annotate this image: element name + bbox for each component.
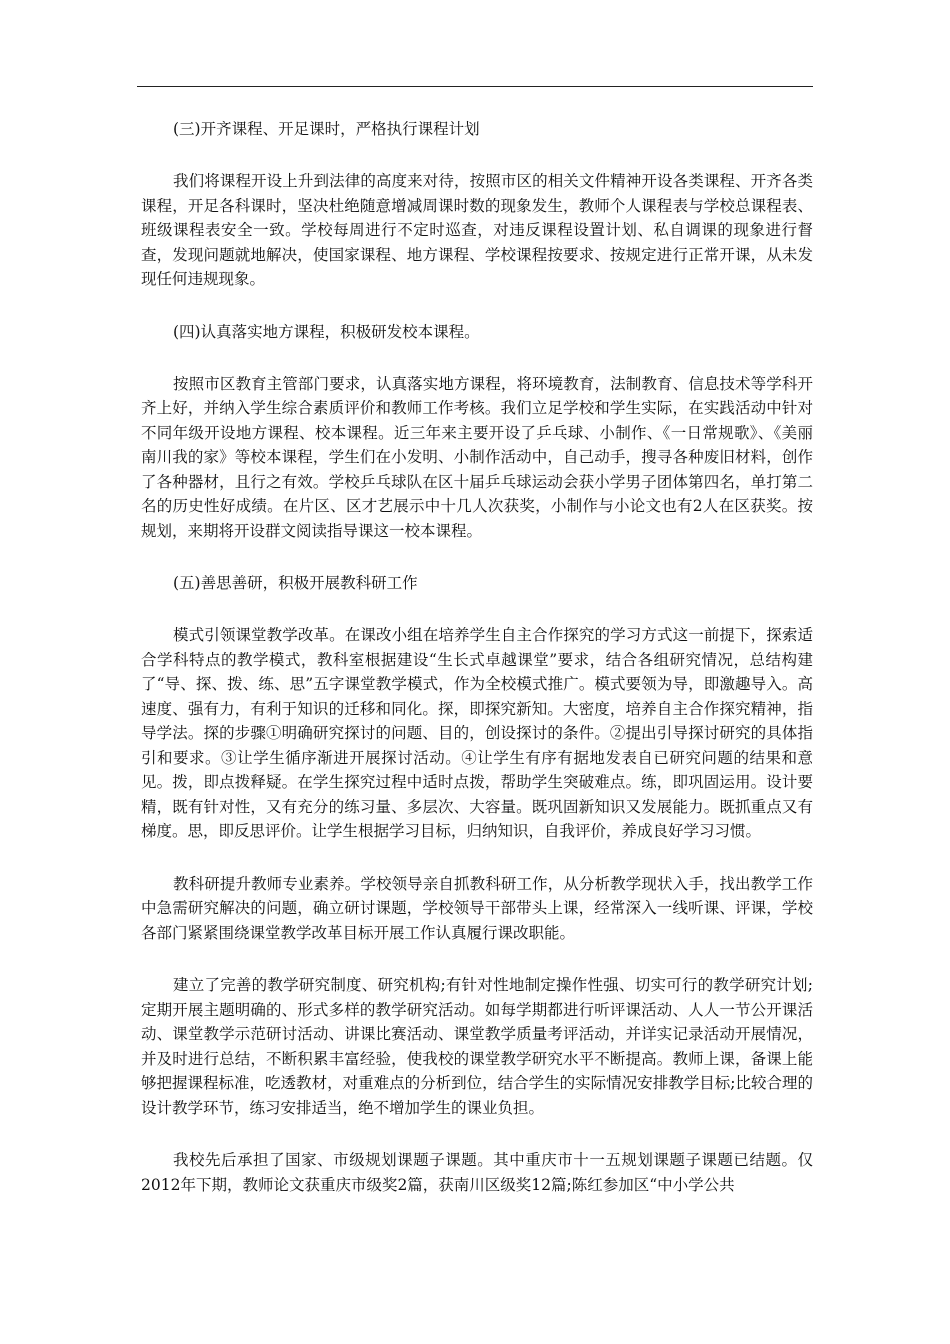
header-rule xyxy=(137,86,813,87)
section-heading: (五)善思善研，积极开展教科研工作 xyxy=(173,574,418,592)
paragraph: 建立了完善的教学研究制度、研究机构;有针对性地制定操作性强、切实可行的教学研究计划;定期开展主题明确的、形式多样的教学研究活动。如每学期都进行听评课活动、人人一节公开课活动、课堂教学示范研讨活动、讲课比赛活动、课堂教学质量考评活动，并详实记录活动开展情况，并及时进行总结，不断积累丰富经验，使我校的课堂教学研究水平不断提高。教师上课，备课上能够把握课程标准，吃透教材，对重难点的分析到位，结合学生的实际情况安排教学目标;比较合理的设计教学环节，练习安排适当，绝不增加学生的课业负担。 xyxy=(141,976,813,1117)
paragraph: 按照市区教育主管部门要求，认真落实地方课程，将环境教育，法制教育、信息技术等学科开齐上好，并纳入学生综合素质评价和教师工作考核。我们立足学校和学生实际，在实践活动中针对不同年级开设地方课程、校本课程。近三年来主要开设了乒乓球、小制作、《一日常规歌》、《美丽南川我的家》等校本课程，学生们在小发明、小制作活动中，自己动手，搜寻各种废旧材料，创作了各种器材，且行之有效。学校乒乓球队在区十届乒乓球运动会获小学男子团体第四名，单打第二名的历史性好成绩。在片区、区才艺展示中十几人次获奖，小制作与小论文也有2人在区获奖。按规划，来期将开设群文阅读指导课这一校本课程。 xyxy=(141,374,813,540)
section-heading: (三)开齐课程、开足课时，严格执行课程计划 xyxy=(173,120,480,138)
paragraph: 我校先后承担了国家、市级规划课题子课题。其中重庆市十一五规划课题子课题已结题。仅2012年下期，教师论文获重庆市级奖2篇，获南川区级奖12篇;陈红参加区“中小学公共 xyxy=(141,1151,813,1194)
document-body xyxy=(141,117,813,1197)
paragraph: 我们将课程开设上升到法律的高度来对待，按照市区的相关文件精神开设各类课程、开齐各类课程，开足各科课时，坚决杜绝随意增减周课时数的现象发生，教师个人课程表与学校总课程表、班级课程表安全一致。学校每周进行不定时巡查，对违反课程设置计划、私自调课的现象进行督查，发现问题就地解决，使国家课程、地方课程、学校课程按要求、按规定进行正常开课，从未发现任何违规现象。 xyxy=(141,172,813,288)
paragraph: 教科研提升教师专业素养。学校领导亲自抓教科研工作，从分析教学现状入手，找出教学工作中急需研究解决的问题，确立研讨课题，学校领导干部带头上课，经常深入一线听课、评课，学校各部门紧紧围绕课堂教学改革目标开展工作认真履行课改职能。 xyxy=(141,874,813,942)
section-heading: (四)认真落实地方课程，积极研发校本课程。 xyxy=(173,322,480,341)
paragraph: 模式引领课堂教学改革。在课改小组在培养学生自主合作探究的学习方式这一前提下，探索适合学科特点的教学模式，教科室根据建设“生长式卓越课堂”要求，结合各组研究情况，总结构建了“导、探、拨、练、思”五字课堂教学模式，作为全校模式推广。模式要领为导，即激趣导入。高速度、强有力，有利于知识的迁移和同化。探，即探究新知。大密度，培养自主合作探究精神，指导学法。探的步骤①明确研究探讨的问题、目的，创设探讨的条件。②提出引导探讨研究的具体指引和要求。③让学生循序渐进开展探讨活动。④让学生有序有据地发表自已研究问题的结果和意见。拨，即点拨释疑。在学生探究过程中适时点拨，帮助学生突破难点。练，即巩固运用。设计要精，既有针对性，又有充分的练习量、多层次、大容量。既巩固新知识又发展能力。既抓重点又有梯度。思，即反思评价。让学生根据学习目标，归纳知识，自我评价，养成良好学习习惯。 xyxy=(141,626,813,840)
